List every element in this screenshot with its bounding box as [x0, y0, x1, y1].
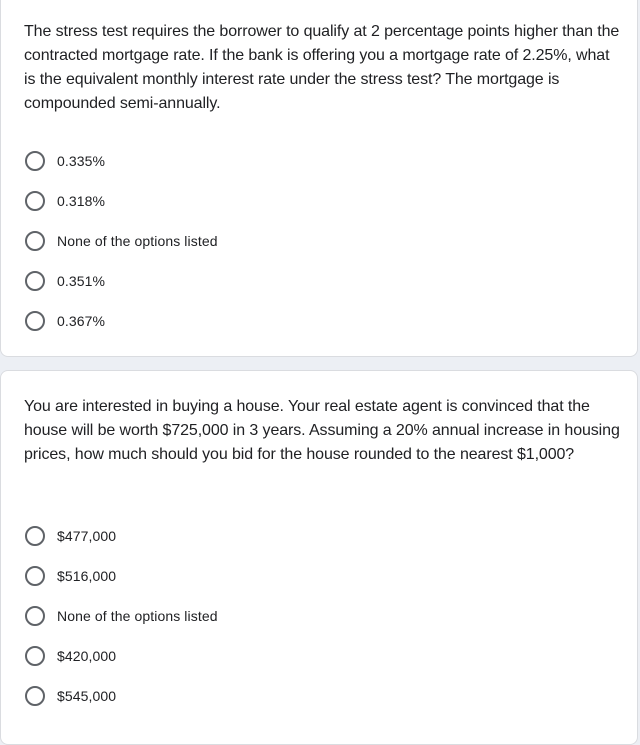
option-radio[interactable] — [25, 221, 218, 261]
option-label: 0.318% — [57, 193, 106, 209]
option-radio[interactable] — [25, 181, 218, 221]
option-label: $420,000 — [57, 648, 117, 664]
option-radio[interactable] — [25, 516, 218, 556]
options-list — [25, 141, 218, 341]
question-card-1 — [0, 0, 638, 357]
radio-unchecked-icon[interactable] — [25, 686, 45, 706]
radio-unchecked-icon[interactable] — [25, 311, 45, 331]
option-label: None of the options listed — [57, 233, 218, 249]
question-text: You are interested in buying a house. Your real estate agent is convinced that the house will be worth $725,000 in 3 years. Assuming a 20% annual increase in housing prices, how much should you bid for the house rounded to the nearest $1,000? — [24, 398, 620, 463]
radio-unchecked-icon[interactable] — [25, 231, 45, 251]
question-card-2 — [0, 370, 638, 745]
option-radio[interactable] — [25, 301, 218, 341]
radio-unchecked-icon[interactable] — [25, 271, 45, 291]
option-radio[interactable] — [25, 636, 218, 676]
radio-unchecked-icon[interactable] — [25, 191, 45, 211]
option-label: 0.335% — [57, 153, 106, 169]
option-label: None of the options listed — [57, 608, 218, 624]
option-label: $516,000 — [57, 568, 117, 584]
option-radio[interactable] — [25, 141, 218, 181]
option-radio[interactable] — [25, 596, 218, 636]
radio-unchecked-icon[interactable] — [25, 151, 45, 171]
option-radio[interactable] — [25, 556, 218, 596]
option-label: $545,000 — [57, 688, 117, 704]
radio-unchecked-icon[interactable] — [25, 606, 45, 626]
radio-unchecked-icon[interactable] — [25, 566, 45, 586]
option-label: 0.351% — [57, 273, 106, 289]
option-radio[interactable] — [25, 261, 218, 301]
radio-unchecked-icon[interactable] — [25, 526, 45, 546]
options-list — [25, 516, 218, 716]
option-label: $477,000 — [57, 528, 117, 544]
question-text: The stress test requires the borrower to qualify at 2 percentage points higher than the contracted mortgage rate. If the bank is offering you a mortgage rate of 2.25%, what is the equivalent monthly interest rate under the stress test? The mortgage is compounded semi-annually. — [24, 23, 620, 112]
option-label: 0.367% — [57, 313, 106, 329]
radio-unchecked-icon[interactable] — [25, 646, 45, 666]
option-radio[interactable] — [25, 676, 218, 716]
